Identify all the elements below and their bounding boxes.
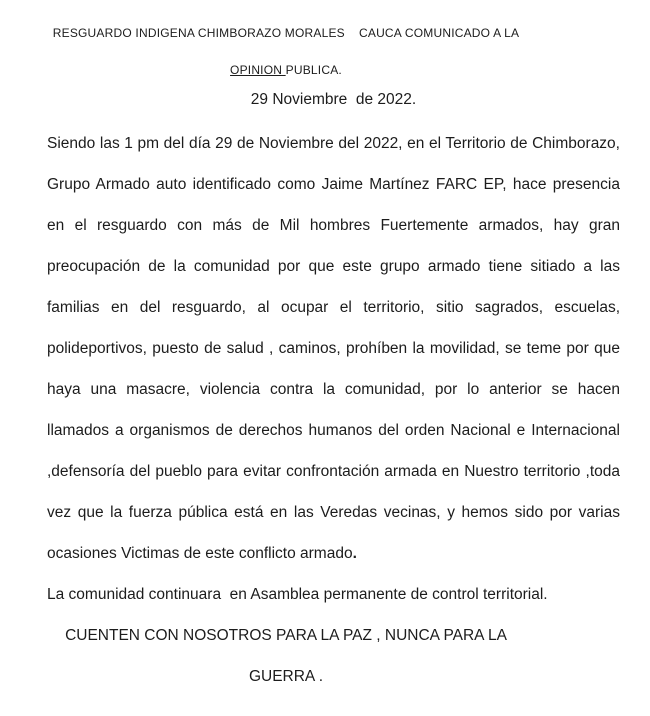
body-final-period: . (352, 545, 357, 562)
body-line: polideportivos, puesto de salud , caminos, prohíben la movilidad, se teme por que (47, 340, 620, 357)
title-line-1: RESGUARDO INDIGENA CHIMBORAZO MORALES CAUCA COMUNICADO A LA (52, 26, 520, 40)
body-paragraph-1 (47, 123, 620, 615)
title-opinion-underlined: OPINION (230, 63, 286, 77)
closing-line-1: CUENTEN CON NOSOTROS PARA LA PAZ , NUNCA PARA LA (65, 627, 507, 644)
body-line: preocupación de la comunidad por que este grupo armado tiene sitiado a las (47, 258, 620, 275)
title-line-2 (47, 63, 525, 77)
body-line: vez que la fuerza pública está en las Veredas vecinas, y hemos sido por varias (47, 504, 620, 521)
closing-line-2: GUERRA . (248, 668, 324, 685)
closing-statement (47, 615, 525, 697)
body-line: familias en del resguardo, al ocupar el territorio, sitio sagrados, escuelas, (47, 299, 620, 316)
body-line: ,defensoría del pueblo para evitar confrontación armada en Nuestro territorio ,toda (47, 463, 620, 480)
document-header (47, 26, 525, 77)
body-line: Grupo Armado auto identificado como Jaime Martínez FARC EP, hace presencia (47, 176, 620, 193)
body-line: haya una masacre, violencia contra la comunidad, por lo anterior se hacen (47, 381, 620, 398)
body-line: llamados a organismos de derechos humanos del orden Nacional e Internacional (47, 422, 620, 439)
body-line: en el resguardo con más de Mil hombres Fuertemente armados, hay gran (47, 217, 620, 234)
body-last-line (47, 533, 620, 574)
body-last-line-text: ocasiones Victimas de este conflicto armado (47, 545, 353, 562)
title-publica-text: PUBLICA. (285, 63, 342, 77)
date-line: 29 Noviembre de 2022. (250, 91, 417, 108)
body-line: Siendo las 1 pm del día 29 de Noviembre del 2022, en el Territorio de Chimborazo, (47, 135, 620, 152)
body-paragraph-2: La comunidad continuara en Asamblea permanente de control territorial. (47, 586, 548, 603)
